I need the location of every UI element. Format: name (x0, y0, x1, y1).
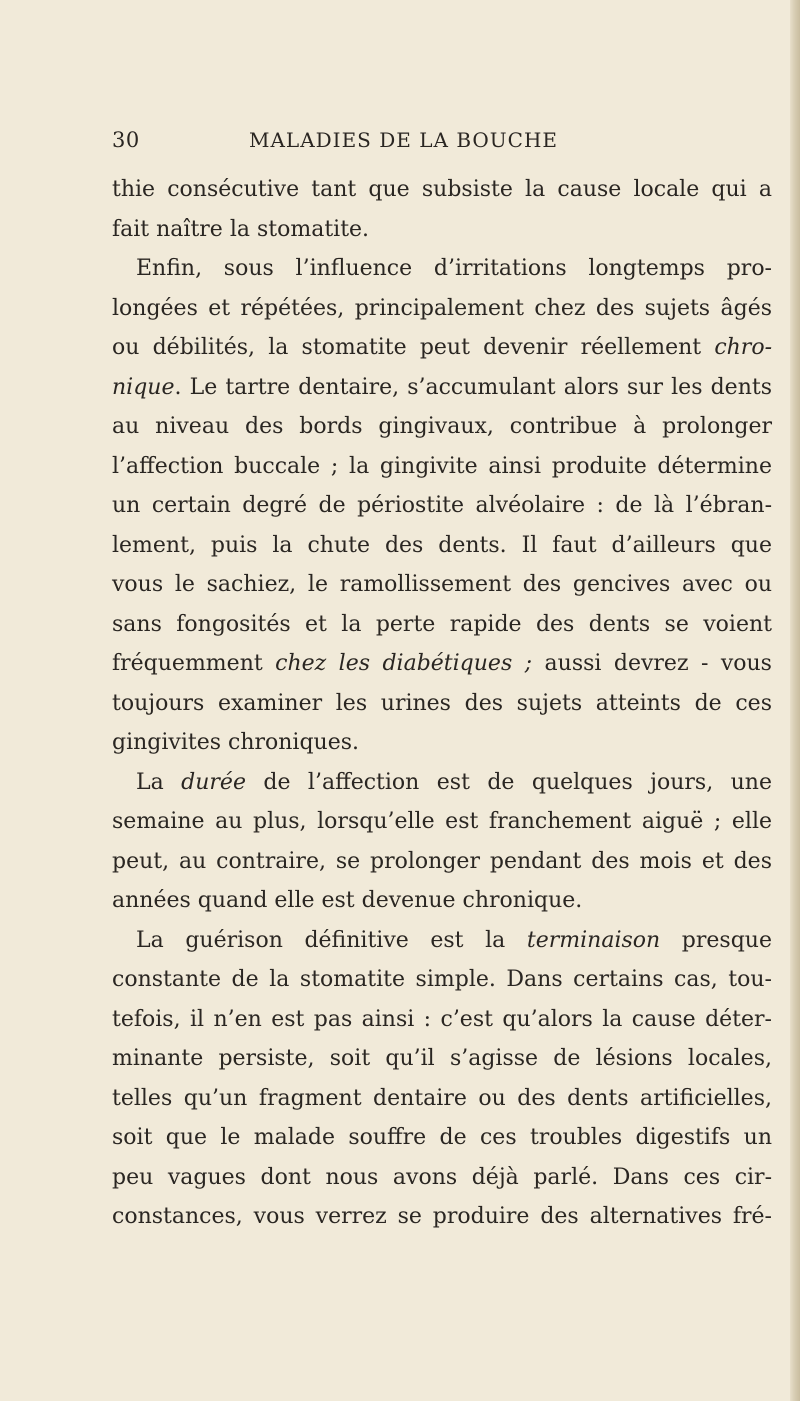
body-text (112, 170, 772, 1237)
text-line (112, 1039, 772, 1079)
text-run: minante persiste, soit qu’il s’agisse de lésions locales, (112, 1046, 772, 1071)
text-line (112, 684, 772, 724)
page-number: 30 (112, 128, 140, 152)
text-line (112, 1197, 772, 1237)
text-line (112, 723, 772, 763)
text-line (112, 763, 772, 803)
text-run: thie consécutive tant que subsiste la cause locale qui a (112, 177, 772, 202)
text-line (112, 565, 772, 605)
text-run: peu vagues dont nous avons déjà parlé. Dans ces cir- (112, 1164, 772, 1190)
text-line (112, 526, 772, 566)
text-line (112, 605, 772, 645)
text-line (112, 802, 772, 842)
text-run: . Le tartre dentaire, s’accumulant alors sur les dents (174, 374, 772, 400)
text-run: soit que le malade souffre de ces troubles digestifs un (112, 1125, 772, 1150)
text-run: constante de la stomatite simple. Dans certains cas, tou- (112, 967, 772, 992)
text-run: vous le sachiez, le ramollissement des gencives avec ou (112, 572, 772, 597)
text-line (112, 447, 772, 487)
text-line (112, 881, 772, 921)
text-run: l’affection buccale ; la gingivite ainsi produite détermine (112, 453, 772, 479)
text-run: fréquemment (112, 651, 276, 676)
italic-run: terminaison (526, 927, 661, 953)
text-line (112, 407, 772, 447)
text-line (112, 842, 772, 882)
text-run: fait naître la stomatite. (112, 216, 370, 242)
text-run: semaine au plus, lorsqu’elle est franchement aiguë ; elle (112, 809, 772, 834)
text-line (112, 249, 772, 289)
text-line (112, 170, 772, 210)
text-run: gingivites chroniques. (112, 730, 360, 755)
text-line (112, 921, 772, 961)
text-line (112, 1000, 772, 1040)
text-line (112, 960, 772, 1000)
text-run: ou débilités, la stomatite peut devenir réellement (112, 335, 715, 360)
text-run: de l’affection est de quelques jours, une (245, 769, 772, 795)
text-line (112, 1158, 772, 1198)
text-run: constances, vous verrez se produire des alternatives fré- (112, 1204, 772, 1229)
text-run: peut, au contraire, se prolonger pendant des mois et des (112, 848, 772, 874)
text-run: sans fongosités et la perte rapide des dents se voient (112, 611, 772, 637)
text-line (112, 328, 772, 368)
italic-run: chez les diabétiques ; (275, 651, 533, 676)
text-line (112, 289, 772, 329)
text-line (112, 1118, 772, 1158)
text-run: La (136, 769, 182, 795)
text-line (112, 368, 772, 408)
text-run: aussi devrez - vous (532, 651, 772, 676)
text-line (112, 1079, 772, 1119)
text-run: La guérison définitive est la (136, 927, 527, 953)
text-run: années quand elle est devenue chronique. (112, 888, 583, 913)
running-head: MALADIES DE LA BOUCHE (249, 128, 558, 152)
text-line (112, 486, 772, 526)
text-run: Enfin, sous l’influence d’irritations longtemps pro- (136, 256, 772, 281)
text-run: telles qu’un fragment dentaire ou des dents artificielles, (112, 1085, 772, 1111)
text-run: toujours examiner les urines des sujets atteints de ces (112, 690, 772, 716)
text-line (112, 210, 772, 250)
page-edge-shadow (790, 0, 800, 1401)
italic-run: durée (181, 769, 246, 795)
text-run: au niveau des bords gingivaux, contribue à prolonger (112, 414, 772, 439)
page-header (112, 128, 712, 160)
italic-run: nique (112, 374, 175, 400)
text-run: lement, puis la chute des dents. Il faut d’ailleurs que (112, 532, 772, 558)
text-run: presque (660, 927, 772, 953)
text-run: un certain degré de périostite alvéolaire : de là l’ébran- (112, 493, 772, 518)
text-run: longées et répétées, principalement chez des sujets âgés (112, 295, 772, 321)
text-run: tefois, il n’en est pas ainsi : c’est qu’alors la cause déter- (112, 1006, 772, 1032)
text-line (112, 644, 772, 684)
italic-run: chro- (714, 335, 772, 360)
